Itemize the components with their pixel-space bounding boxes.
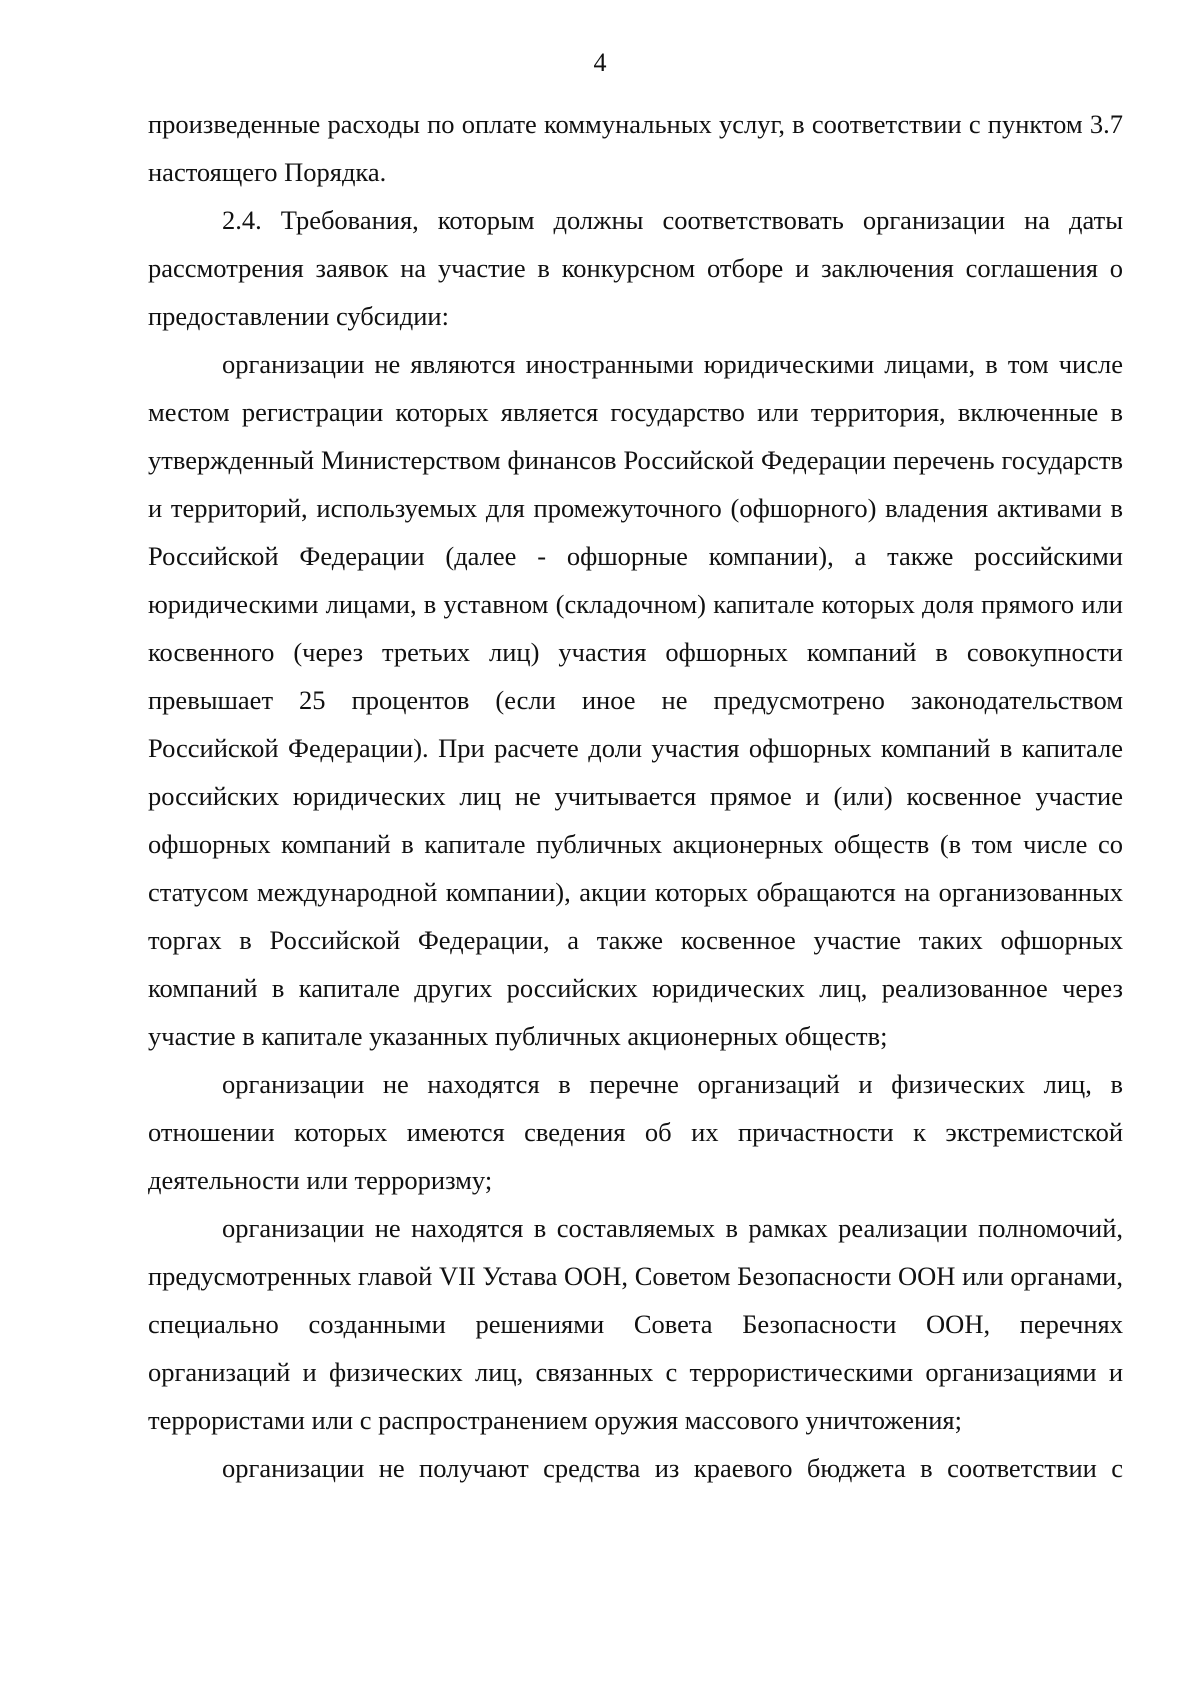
paragraph-continuation: произведенные расходы по оплате коммунальных услуг, в соответствии с пунктом 3.7 настоящего Порядка.: [148, 109, 1123, 187]
paragraph-regional-budget: организации не получают средства из краевого бюджета в соответствии с: [222, 1453, 1123, 1483]
document-body: [148, 100, 1123, 1492]
page-number: 4: [593, 48, 607, 77]
paragraph-extremism-list: организации не находятся в перечне организаций и физических лиц, в отношении которых имеются сведения об их причастности к экстремистской деятельности или терроризму;: [148, 1069, 1123, 1195]
paragraph-requirements-heading: 2.4. Требования, которым должны соответствовать организации на даты рассмотрения заявок на участие в конкурсном отборе и заключения соглашения о предоставлении субсидии:: [148, 205, 1123, 331]
paragraph-offshore-companies: организации не являются иностранными юридическими лицами, в том числе местом регистрации которых является государство или территория, включенные в утвержденный Министерством финансов Российской Федерации перечень государств и территорий, используемых для промежуточного (офшорного) владения активами в Российской Федерации (далее - офшорные компании), а также российскими юридическими лицами, в уставном (складочном) капитале которых доля прямого или косвенного (через третьих лиц) участия офшорных компаний в совокупности превышает 25 процентов (если иное не предусмотрено законодательством Российской Федерации). При расчете доли участия офшорных компаний в капитале российских юридических лиц не учитывается прямое и (или) косвенное участие офшорных компаний в капитале публичных акционерных обществ (в том числе со статусом международной компании), акции которых обращаются на организованных торгах в Российской Федерации, а также косвенное участие таких офшорных компаний в капитале других российских юридических лиц, реализованное через участие в капитале указанных публичных акционерных обществ;: [148, 349, 1123, 1051]
paragraph-un-security-council-lists: организации не находятся в составляемых в рамках реализации полномочий, предусмотренных главой VII Устава ООН, Советом Безопасности ООН или органами, специально созданными решениями Совета Безопасности ООН, перечнях организаций и физических лиц, связанных с террористическими организациями и террористами или с распространением оружия массового уничтожения;: [148, 1213, 1123, 1435]
